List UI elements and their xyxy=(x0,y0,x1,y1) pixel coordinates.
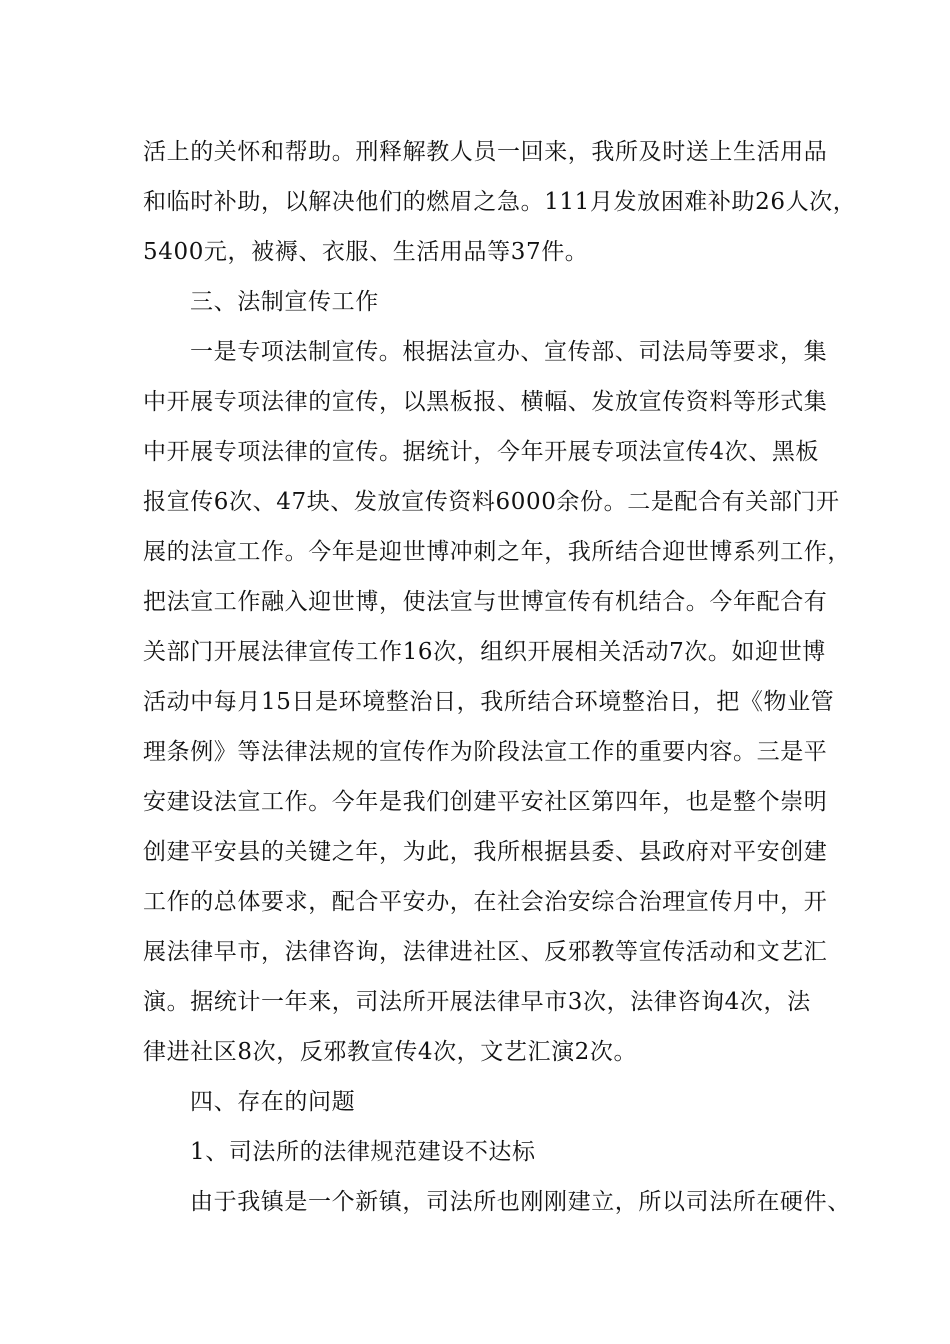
paragraph-first-line: 由于我镇是一个新镇，司法所也刚刚建立，所以司法所在硬件、 xyxy=(190,1189,851,1215)
body-text-line: 活动中每月15日是环境整治日，我所结合环境整治日，把《物业管 xyxy=(143,689,835,715)
body-text-line: 和临时补助，以解决他们的燃眉之急。111月发放困难补助26人次， xyxy=(143,189,857,215)
body-text-line: 理条例》等法律法规的宣传作为阶段法宣工作的重要内容。三是平 xyxy=(143,739,828,765)
body-text-line: 把法宣工作融入迎世博，使法宣与世博宣传有机结合。今年配合有 xyxy=(143,589,828,615)
body-text-line: 展的法宣工作。今年是迎世博冲刺之年，我所结合迎世博系列工作， xyxy=(143,539,851,565)
body-text-line: 关部门开展法律宣传工作16次，组织开展相关活动7次。如迎世博 xyxy=(143,639,826,665)
body-text-line: 报宣传6次、47块、发放宣传资料6000余份。二是配合有关部门开 xyxy=(143,489,840,515)
section-heading: 三、法制宣传工作 xyxy=(190,289,379,315)
body-text-line: 创建平安县的关键之年，为此，我所根据县委、县政府对平安创建 xyxy=(143,839,828,865)
body-text-line: 演。据统计一年来，司法所开展法律早市3次，法律咨询4次，法 xyxy=(143,989,811,1015)
section-heading: 四、存在的问题 xyxy=(190,1089,356,1115)
body-text-line: 5400元，被褥、衣服、生活用品等37件。 xyxy=(143,239,589,265)
subsection-heading: 1、司法所的法律规范建设不达标 xyxy=(190,1139,536,1165)
body-text-line: 律进社区8次，反邪教宣传4次，文艺汇演2次。 xyxy=(143,1039,638,1065)
body-text-line: 安建设法宣工作。今年是我们创建平安社区第四年，也是整个崇明 xyxy=(143,789,828,815)
body-text-line: 活上的关怀和帮助。刑释解教人员一回来，我所及时送上生活用品 xyxy=(143,139,828,165)
body-text-line: 工作的总体要求，配合平安办，在社会治安综合治理宣传月中，开 xyxy=(143,889,828,915)
body-text-line: 中开展专项法律的宣传，以黑板报、横幅、发放宣传资料等形式集 xyxy=(143,389,828,415)
paragraph-first-line: 一是专项法制宣传。根据法宣办、宣传部、司法局等要求，集 xyxy=(190,339,828,365)
body-text-line: 中开展专项法律的宣传。据统计，今年开展专项法宣传4次、黑板 xyxy=(143,439,820,465)
body-text-line: 展法律早市，法律咨询，法律进社区、反邪教等宣传活动和文艺汇 xyxy=(143,939,828,965)
